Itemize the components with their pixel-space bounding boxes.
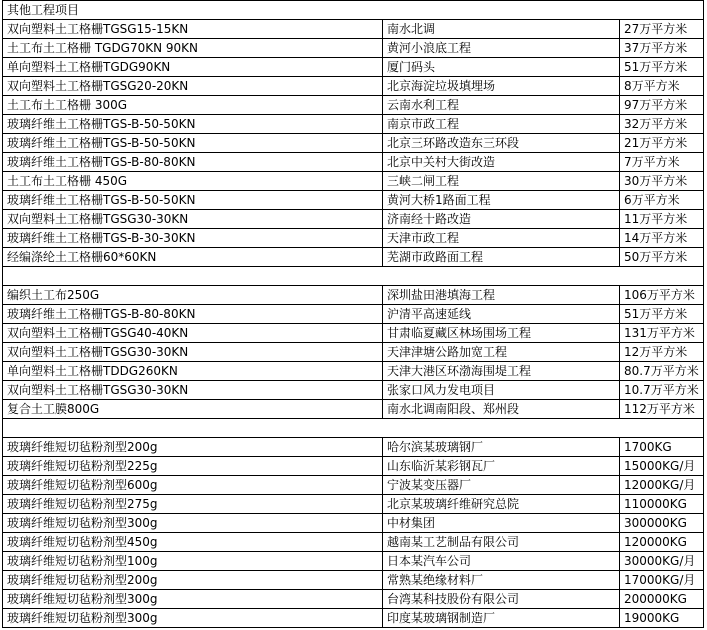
product-cell: 玻璃纤维短切毡粉剂型200g bbox=[3, 571, 383, 590]
quantity-cell: 200000KG bbox=[620, 590, 704, 609]
project-cell: 南水北调南阳段、郑州段 bbox=[383, 400, 620, 419]
project-cell: 北京某玻璃纤维研究总院 bbox=[383, 495, 620, 514]
product-cell: 玻璃纤维短切毡粉剂型225g bbox=[3, 457, 383, 476]
product-cell: 经编涤纶土工格栅60*60KN bbox=[3, 248, 383, 267]
quantity-cell: 51万平方米 bbox=[620, 305, 704, 324]
project-cell: 甘肃临夏藏区林场围场工程 bbox=[383, 324, 620, 343]
product-cell: 玻璃纤维土工格栅TGS-B-50-50KN bbox=[3, 115, 383, 134]
product-cell: 玻璃纤维土工格栅TGS-B-50-50KN bbox=[3, 134, 383, 153]
table-row bbox=[3, 438, 704, 457]
project-cell: 天津市政工程 bbox=[383, 229, 620, 248]
table-row bbox=[3, 134, 704, 153]
project-cell: 北京海淀垃圾填埋场 bbox=[383, 77, 620, 96]
quantity-cell: 106万平方米 bbox=[620, 286, 704, 305]
quantity-cell: 112万平方米 bbox=[620, 400, 704, 419]
quantity-cell: 30万平方米 bbox=[620, 172, 704, 191]
table-row bbox=[3, 229, 704, 248]
quantity-cell: 80.7万平方米 bbox=[620, 362, 704, 381]
product-cell: 双向塑料土工格栅TGSG20-20KN bbox=[3, 77, 383, 96]
quantity-cell: 51万平方米 bbox=[620, 58, 704, 77]
quantity-cell: 7万平方米 bbox=[620, 153, 704, 172]
quantity-cell: 50万平方米 bbox=[620, 248, 704, 267]
group-separator-row bbox=[3, 267, 704, 286]
quantity-cell: 37万平方米 bbox=[620, 39, 704, 58]
project-cell: 中材集团 bbox=[383, 514, 620, 533]
product-cell: 玻璃纤维短切毡粉剂型600g bbox=[3, 476, 383, 495]
table-row bbox=[3, 476, 704, 495]
projects-table-body bbox=[3, 1, 704, 628]
product-cell: 玻璃纤维短切毡粉剂型300g bbox=[3, 514, 383, 533]
project-cell: 天津大港区环渤海围堤工程 bbox=[383, 362, 620, 381]
project-cell: 黄河大桥1路面工程 bbox=[383, 191, 620, 210]
quantity-cell: 300000KG bbox=[620, 514, 704, 533]
project-cell: 台湾某科技股份有限公司 bbox=[383, 590, 620, 609]
product-cell: 编织土工布250G bbox=[3, 286, 383, 305]
product-cell: 双向塑料土工格栅TGSG30-30KN bbox=[3, 210, 383, 229]
quantity-cell: 110000KG bbox=[620, 495, 704, 514]
project-cell: 常熟某绝缘材料厂 bbox=[383, 571, 620, 590]
table-row bbox=[3, 20, 704, 39]
table-row bbox=[3, 552, 704, 571]
table-row bbox=[3, 153, 704, 172]
table-row bbox=[3, 343, 704, 362]
table-row bbox=[3, 533, 704, 552]
quantity-cell: 11万平方米 bbox=[620, 210, 704, 229]
product-cell: 双向塑料土工格栅TGSG30-30KN bbox=[3, 381, 383, 400]
quantity-cell: 97万平方米 bbox=[620, 96, 704, 115]
quantity-cell: 10.7万平方米 bbox=[620, 381, 704, 400]
table-row bbox=[3, 191, 704, 210]
project-cell: 天津津塘公路加宽工程 bbox=[383, 343, 620, 362]
product-cell: 玻璃纤维土工格栅TGS-B-50-50KN bbox=[3, 191, 383, 210]
project-cell: 北京中关村大街改造 bbox=[383, 153, 620, 172]
table-row bbox=[3, 457, 704, 476]
project-cell: 黄河小浪底工程 bbox=[383, 39, 620, 58]
product-cell: 玻璃纤维短切毡粉剂型450g bbox=[3, 533, 383, 552]
quantity-cell: 8万平方米 bbox=[620, 77, 704, 96]
table-row bbox=[3, 381, 704, 400]
product-cell: 玻璃纤维土工格栅TGS-B-30-30KN bbox=[3, 229, 383, 248]
quantity-cell: 131万平方米 bbox=[620, 324, 704, 343]
quantity-cell: 21万平方米 bbox=[620, 134, 704, 153]
project-cell: 宁波某变压器厂 bbox=[383, 476, 620, 495]
table-row bbox=[3, 514, 704, 533]
project-cell: 南京市政工程 bbox=[383, 115, 620, 134]
projects-table bbox=[2, 0, 704, 628]
project-cell: 山东临沂某彩钢瓦厂 bbox=[383, 457, 620, 476]
project-cell: 印度某玻璃钢制造厂 bbox=[383, 609, 620, 628]
quantity-cell: 12000KG/月 bbox=[620, 476, 704, 495]
product-cell: 土工布土工格栅 TGDG70KN 90KN bbox=[3, 39, 383, 58]
table-row bbox=[3, 590, 704, 609]
table-row bbox=[3, 58, 704, 77]
project-cell: 济南经十路改造 bbox=[383, 210, 620, 229]
product-cell: 玻璃纤维短切毡粉剂型200g bbox=[3, 438, 383, 457]
product-cell: 玻璃纤维短切毡粉剂型100g bbox=[3, 552, 383, 571]
table-row bbox=[3, 571, 704, 590]
product-cell: 玻璃纤维短切毡粉剂型300g bbox=[3, 609, 383, 628]
quantity-cell: 120000KG bbox=[620, 533, 704, 552]
project-cell: 芜湖市政路面工程 bbox=[383, 248, 620, 267]
product-cell: 双向塑料土工格栅TGSG40-40KN bbox=[3, 324, 383, 343]
project-cell: 日本某汽车公司 bbox=[383, 552, 620, 571]
table-row bbox=[3, 172, 704, 191]
table-row bbox=[3, 115, 704, 134]
project-cell: 越南某工艺制品有限公司 bbox=[383, 533, 620, 552]
quantity-cell: 1700KG bbox=[620, 438, 704, 457]
quantity-cell: 12万平方米 bbox=[620, 343, 704, 362]
table-row bbox=[3, 248, 704, 267]
table-row bbox=[3, 210, 704, 229]
separator-cell bbox=[3, 267, 704, 286]
project-cell: 北京三环路改造东三环段 bbox=[383, 134, 620, 153]
project-cell: 厦门码头 bbox=[383, 58, 620, 77]
table-row bbox=[3, 324, 704, 343]
section-title-row bbox=[3, 1, 704, 20]
separator-cell bbox=[3, 419, 704, 438]
product-cell: 玻璃纤维短切毡粉剂型275g bbox=[3, 495, 383, 514]
product-cell: 土工布土工格栅 300G bbox=[3, 96, 383, 115]
project-cell: 深圳盐田港填海工程 bbox=[383, 286, 620, 305]
table-row bbox=[3, 609, 704, 628]
project-cell: 哈尔滨某玻璃钢厂 bbox=[383, 438, 620, 457]
table-row bbox=[3, 495, 704, 514]
product-cell: 土工布土工格栅 450G bbox=[3, 172, 383, 191]
project-cell: 沪清平高速延线 bbox=[383, 305, 620, 324]
quantity-cell: 19000KG bbox=[620, 609, 704, 628]
table-row bbox=[3, 39, 704, 58]
table-row bbox=[3, 362, 704, 381]
product-cell: 双向塑料土工格栅TGSG15-15KN bbox=[3, 20, 383, 39]
product-cell: 双向塑料土工格栅TGSG30-30KN bbox=[3, 343, 383, 362]
product-cell: 单向塑料土工格栅TGDG90KN bbox=[3, 58, 383, 77]
project-cell: 三峡二闸工程 bbox=[383, 172, 620, 191]
table-row bbox=[3, 400, 704, 419]
section-title: 其他工程项目 bbox=[3, 1, 704, 20]
table-row bbox=[3, 286, 704, 305]
product-cell: 玻璃纤维土工格栅TGS-B-80-80KN bbox=[3, 305, 383, 324]
project-cell: 张家口风力发电项目 bbox=[383, 381, 620, 400]
quantity-cell: 17000KG/月 bbox=[620, 571, 704, 590]
group-separator-row bbox=[3, 419, 704, 438]
quantity-cell: 15000KG/月 bbox=[620, 457, 704, 476]
table-row bbox=[3, 96, 704, 115]
quantity-cell: 32万平方米 bbox=[620, 115, 704, 134]
project-cell: 南水北调 bbox=[383, 20, 620, 39]
table-row bbox=[3, 77, 704, 96]
quantity-cell: 6万平方米 bbox=[620, 191, 704, 210]
quantity-cell: 30000KG/月 bbox=[620, 552, 704, 571]
product-cell: 玻璃纤维土工格栅TGS-B-80-80KN bbox=[3, 153, 383, 172]
product-cell: 单向塑料土工格栅TDDG260KN bbox=[3, 362, 383, 381]
product-cell: 复合土工膜800G bbox=[3, 400, 383, 419]
quantity-cell: 27万平方米 bbox=[620, 20, 704, 39]
table-row bbox=[3, 305, 704, 324]
quantity-cell: 14万平方米 bbox=[620, 229, 704, 248]
project-cell: 云南水利工程 bbox=[383, 96, 620, 115]
product-cell: 玻璃纤维短切毡粉剂型300g bbox=[3, 590, 383, 609]
